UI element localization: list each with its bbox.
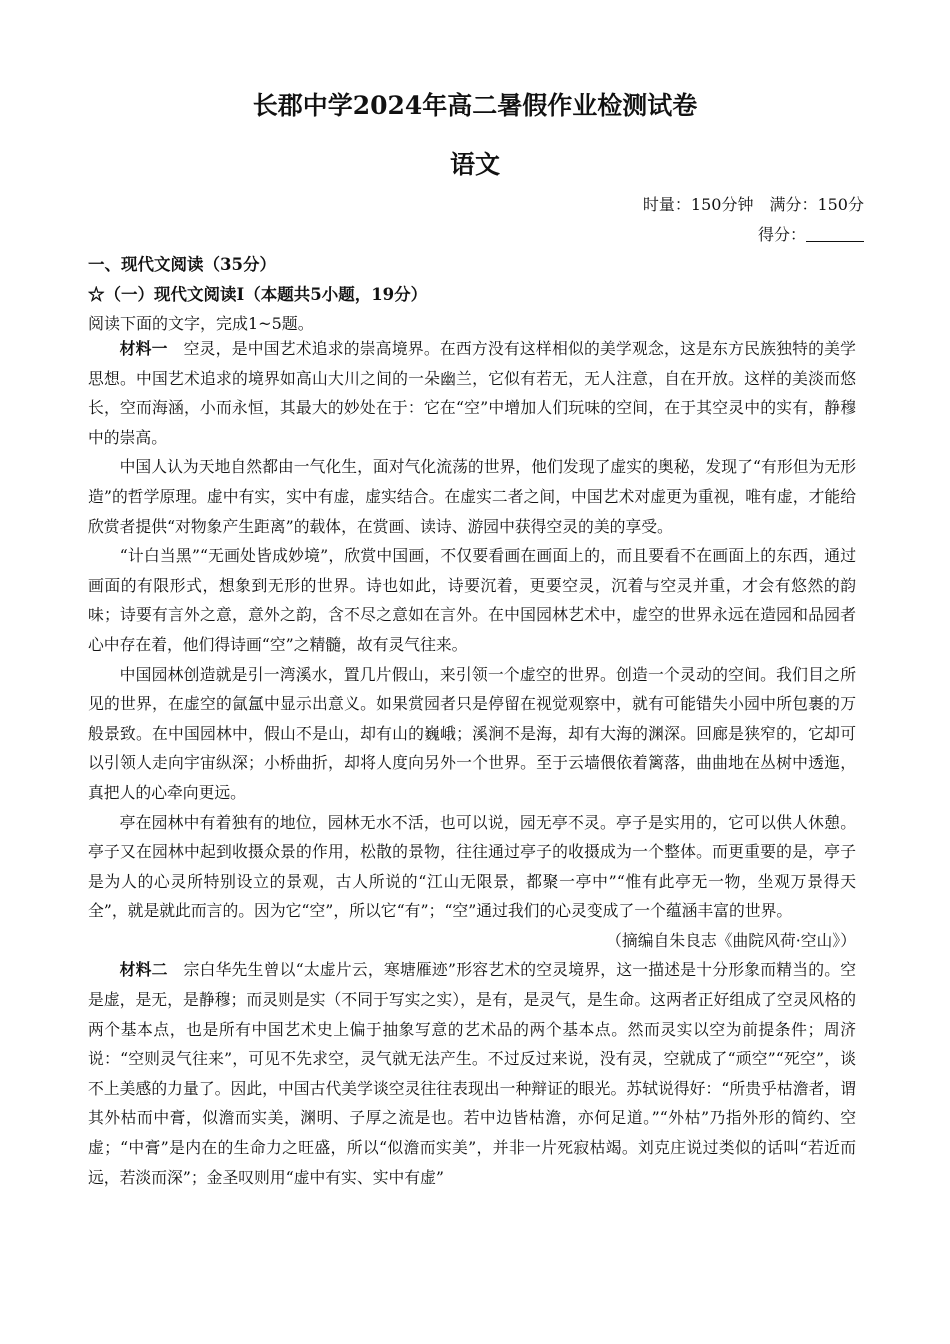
material1-paragraph-4: 中国园林创造就是引一湾溪水，置几片假山，来引领一个虚空的世界。创造一个灵动的空间。我们目之所见的世界，在虚空的氤氲中显示出意义。如果赏园者只是停留在视觉观察中，就有可能错失小园中所包裹的万般景致。在中国园林中，假山不是山，却有山的巍峨；溪涧不是海，却有大海的渊深。回廊是狭窄的，它却可以引领人走向宇宙纵深；小桥曲折，却将人度向另外一个世界。至于云墙偎依着篱落，曲曲地在丛树中透迤，真把人的心牵向更远。 <box>88 664 856 802</box>
score-label: 得分： <box>757 225 806 244</box>
material1-paragraph-2: 中国人认为天地自然都由一气化生，面对气化流荡的世界，他们发现了虚实的奥秘，发现了“有形但为无形造”的哲学原理。虚中有实，实中有虚，虚实结合。在虚实二者之间，中国艺术对虚更为重视，唯有虚，才能给欣赏者提供“对物象产生距离”的载体，在赏画、读诗、游园中获得空灵的美的享受。 <box>88 457 856 536</box>
material1-paragraph-1 <box>88 334 856 452</box>
subject-title: 语文 <box>449 150 500 179</box>
reading-passage <box>88 334 856 1192</box>
instruction-text: 阅读下面的文字，完成1~5题。 <box>88 314 314 333</box>
material2-text: 宗白华先生曾以“太虚片云，寒塘雁迹”形容艺术的空灵境界，这一描述是十分形象而精当的。空是虚，是无，是静穆；而灵则是实（不同于写实之实），是有，是灵气，是生命。这两者正好组成了空灵风格的两个基本点，也是所有中国艺术史上偏于抽象写意的艺术品的两个基本点。然而灵实以空为前提条件；周济说：“空则灵气往来”，可见不先求空，灵气就无法产生。不过反过来说，没有灵，空就成了“顽空”“死空”，谈不上美感的力量了。因此，中国古代美学谈空灵往往表现出一种辩证的眼光。苏轼说得好：“所贵乎枯澹者，谓其外枯而中膏，似澹而实美，渊明、子厚之流是也。若中边皆枯澹，亦何足道。”“外枯”乃指外形的简约、空虚；“中膏”是内在的生命力之旺盛，所以“似澹而实美”，并非一片死寂枯竭。刘克庄说过类似的话叫“若近而远，若淡而深”；金圣叹则用“虚中有实、实中有虚” <box>88 960 856 1187</box>
material2-label: 材料二 <box>119 960 168 980</box>
score-line <box>758 222 864 245</box>
material1-label: 材料一 <box>119 339 168 358</box>
material1-paragraph-5: 亭在园林中有着独有的地位，园林无水不活，也可以说，园无亭不灵。亭子是实用的，它可以供人休憩。亭子又在园林中起到收摄众景的作用，松散的景物，往往通过亭子的收摄成为一个整体。而更重要的是，亭子是为人的心灵所特别设立的景观，古人所说的“江山无限景，都聚一亭中”“惟有此亭无一物，坐观万景得天全”，就是就此而言的。因为它“空”，所以它“有”；“空”通过我们的心灵变成了一个蕴涵丰富的世界。 <box>88 812 856 921</box>
time-score-info: 时量：150分钟 满分：150分 <box>642 195 864 214</box>
section-subheading: ☆（一）现代文阅读Ⅰ（本题共5小题，19分） <box>88 285 428 304</box>
material1-source: （摘编自朱良志《曲院风荷·空山》） <box>606 930 856 950</box>
exam-title: 长郡中学2024年高二暑假作业检测试卷 <box>252 91 698 120</box>
material1-paragraph-3: “计白当黑”“无画处皆成妙境”，欣赏中国画，不仅要看画在画面上的，而且要看不在画面上的东西，通过画面的有限形式，想象到无形的世界。诗也如此，诗要沉着，更要空灵，沉着与空灵并重，才会有悠然的韵味；诗要有言外之意，意外之韵，含不尽之意如在言外。在中国园林艺术中，虚空的世界永远在造园和品园者心中存在着，他们得诗画“空”之精髓，故有灵气往来。 <box>88 546 856 654</box>
material1-text-1: 空灵，是中国艺术追求的崇高境界。在西方没有这样相似的美学观念，这是东方民族独特的美学思想。中国艺术追求的境界如高山大川之间的一朵幽兰，它似有若无，无人注意，自在开放。这样的美淡而悠长，空而海涵，小而永恒，其最大的妙处在于：它在“空”中增加人们玩味的空间，在于其空灵中的实有，静穆中的崇高。 <box>88 339 856 447</box>
section-heading: 一、现代文阅读（35分） <box>88 255 276 274</box>
score-blank <box>806 225 864 242</box>
material2-paragraph <box>88 955 856 1192</box>
